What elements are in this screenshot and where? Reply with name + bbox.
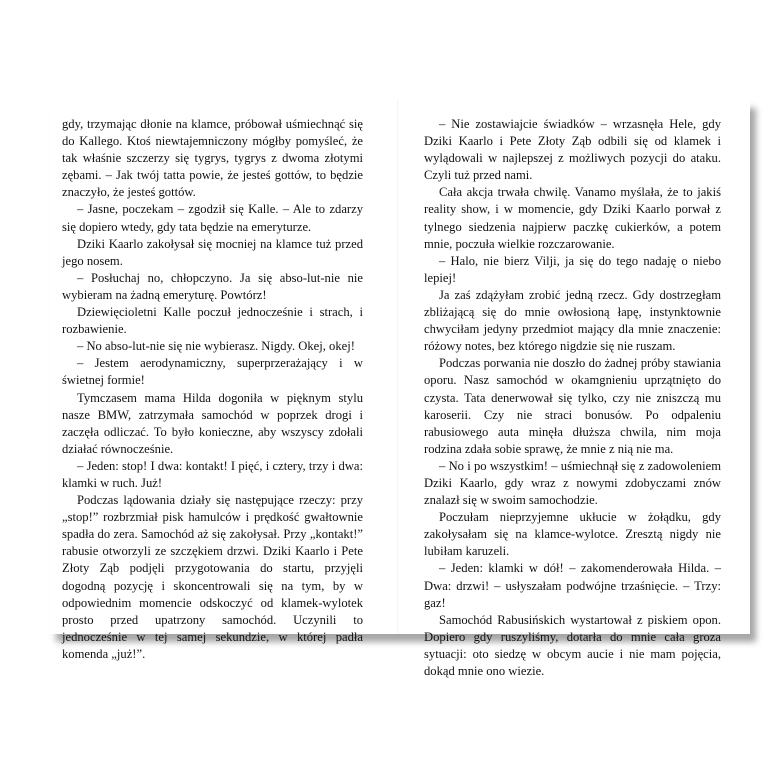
paragraph: – No i po wszystkim! – uśmiechnął się z zadowoleniem Dziki Kaarlo, gdy wraz z nowymi zdobyczami znów znalazł się w swoim samochodzie. [424,458,721,508]
paragraph: – Jeden: stop! I dwa: kontakt! I pięć, i cztery, trzy i dwa: klamki w ruch. Już! [62,458,363,490]
paragraph: Ja zaś zdążyłam zrobić jedną rzecz. Gdy dostrzegłam zbliżającą się do mnie owłosioną łapę, instynktownie chwyciłam jedyny przedmiot mający dla mnie znaczenie: różowy notes, bez którego nigdzie się nie ruszam. [424,287,721,354]
paragraph: gdy, trzymając dłonie na klamce, próbował uśmiechnąć się do Kallego. Ktoś niewtajemniczony mógłby pomyśleć, że tak właśnie szczerzy się tygrys, tygrys z dwoma złotymi zębami. – Jak twój tatta powie, że jesteś gottów, to będzie znaczyło, że jesteś gottów. [62,117,363,200]
paragraph: Poczułam nieprzyjemne ukłucie w żołądku, gdy zakołysałam się na klamce-wylotce. Zresztą nigdy nie lubiłam karuzeli. [424,510,721,559]
paragraph: – Halo, nie bierz Vilji, ja się do tego nadaję o niebo lepiej! [424,253,721,285]
paragraph: Samochód Rabusińskich wystartował z piskiem opon. Dopiero gdy ruszyliśmy, dotarła do mnie cała groza sytuacji: oto siedzę w obcym aucie i nie mam pojęcia, dokąd mnie ono wiezie. [424,612,721,678]
paragraph: Cała akcja trwała chwilę. Vanamo myślała, że to jakiś reality show, i w momencie, gdy Dziki Kaarlo porwał z tylnego siedzenia najpierw paczkę cukierków, a potem mnie, poczuła wielkie rozczarowanie. [424,185,721,251]
paragraph: – Posłuchaj no, chłopczyno. Ja się abso-lut-nie nie wybieram na żadną emeryturę. Powtórz! [62,270,363,302]
paragraph: – Jestem aerodynamiczny, superprzerażający i w świetnej formie! [62,356,363,388]
paragraph: Podczas porwania nie doszło do żadnej próby stawiania oporu. Nasz samochód w okamgnieniu uprzątnięto do czysta. Tata denerwował się tylko, czy nie zniszczą mu karoserii. Czy nie straci bonusów. Po odpaleniu rabusiowego auta minęła dłuższa chwila, nim moja rodzina zdała sobie sprawę, że mnie z nią nie ma. [424,356,721,456]
paragraph: Dziki Kaarlo zakołysał się mocniej na klamce tuż przed jego nosem. [62,236,363,268]
paragraph: – Jeden: klamki w dół! – zakomenderowała Hilda. – Dwa: drzwi! – usłyszałam podwójne trzaśnięcie. – Trzy: gaz! [424,561,721,610]
paragraph: Tymczasem mama Hilda dogoniła w pięknym stylu nasze BMW, zatrzymała samochód w poprzek drogi i zaczęła odliczać. To było konieczne, aby wszyscy zdołali działać równocześnie. [62,390,363,456]
paragraph: Podczas lądowania działy się następujące rzeczy: przy „stop!” rozbrzmiał pisk hamulców i prędkość gwałtownie spadła do zera. Samochód aż się zakołysał. Przy „kontakt!” rabusie otworzyli ze szczękiem drzwi. Dziki Kaarlo i Pete Złoty Ząb podjęli przygotowania do startu, przyjęli dogodną pozycję i skoncentrowali się na tym, by w odpowiednim momencie odskoczyć od klamek-wylotek prosto przed upatrzony samochód. Uczynili to jednocześnie w tej samej sekundzie, w której padła komenda „już!”. [62,493,363,661]
paragraph: – Nie zostawiajcie świadków – wrzasnęła Hele, gdy Dziki Kaarlo i Pete Złoty Ząb odbili się od klamek i wylądowali w najlepszej z możliwych pozycji do ataku. Czyli tuż przed nami. [424,117,721,183]
right-page [424,116,721,680]
paragraph: Dziewięcioletni Kalle poczuł jednocześnie i strach, i rozbawienie. [62,305,363,337]
left-page [62,116,363,663]
paragraph: – Jasne, poczekam – zgodził się Kalle. – Ale to zdarzy się dopiero wtedy, gdy tata będzie na emeryturze. [62,202,363,234]
book-gutter [397,100,399,634]
paragraph: – No abso-lut-nie się nie wybierasz. Nigdy. Okej, okej! [77,339,355,354]
